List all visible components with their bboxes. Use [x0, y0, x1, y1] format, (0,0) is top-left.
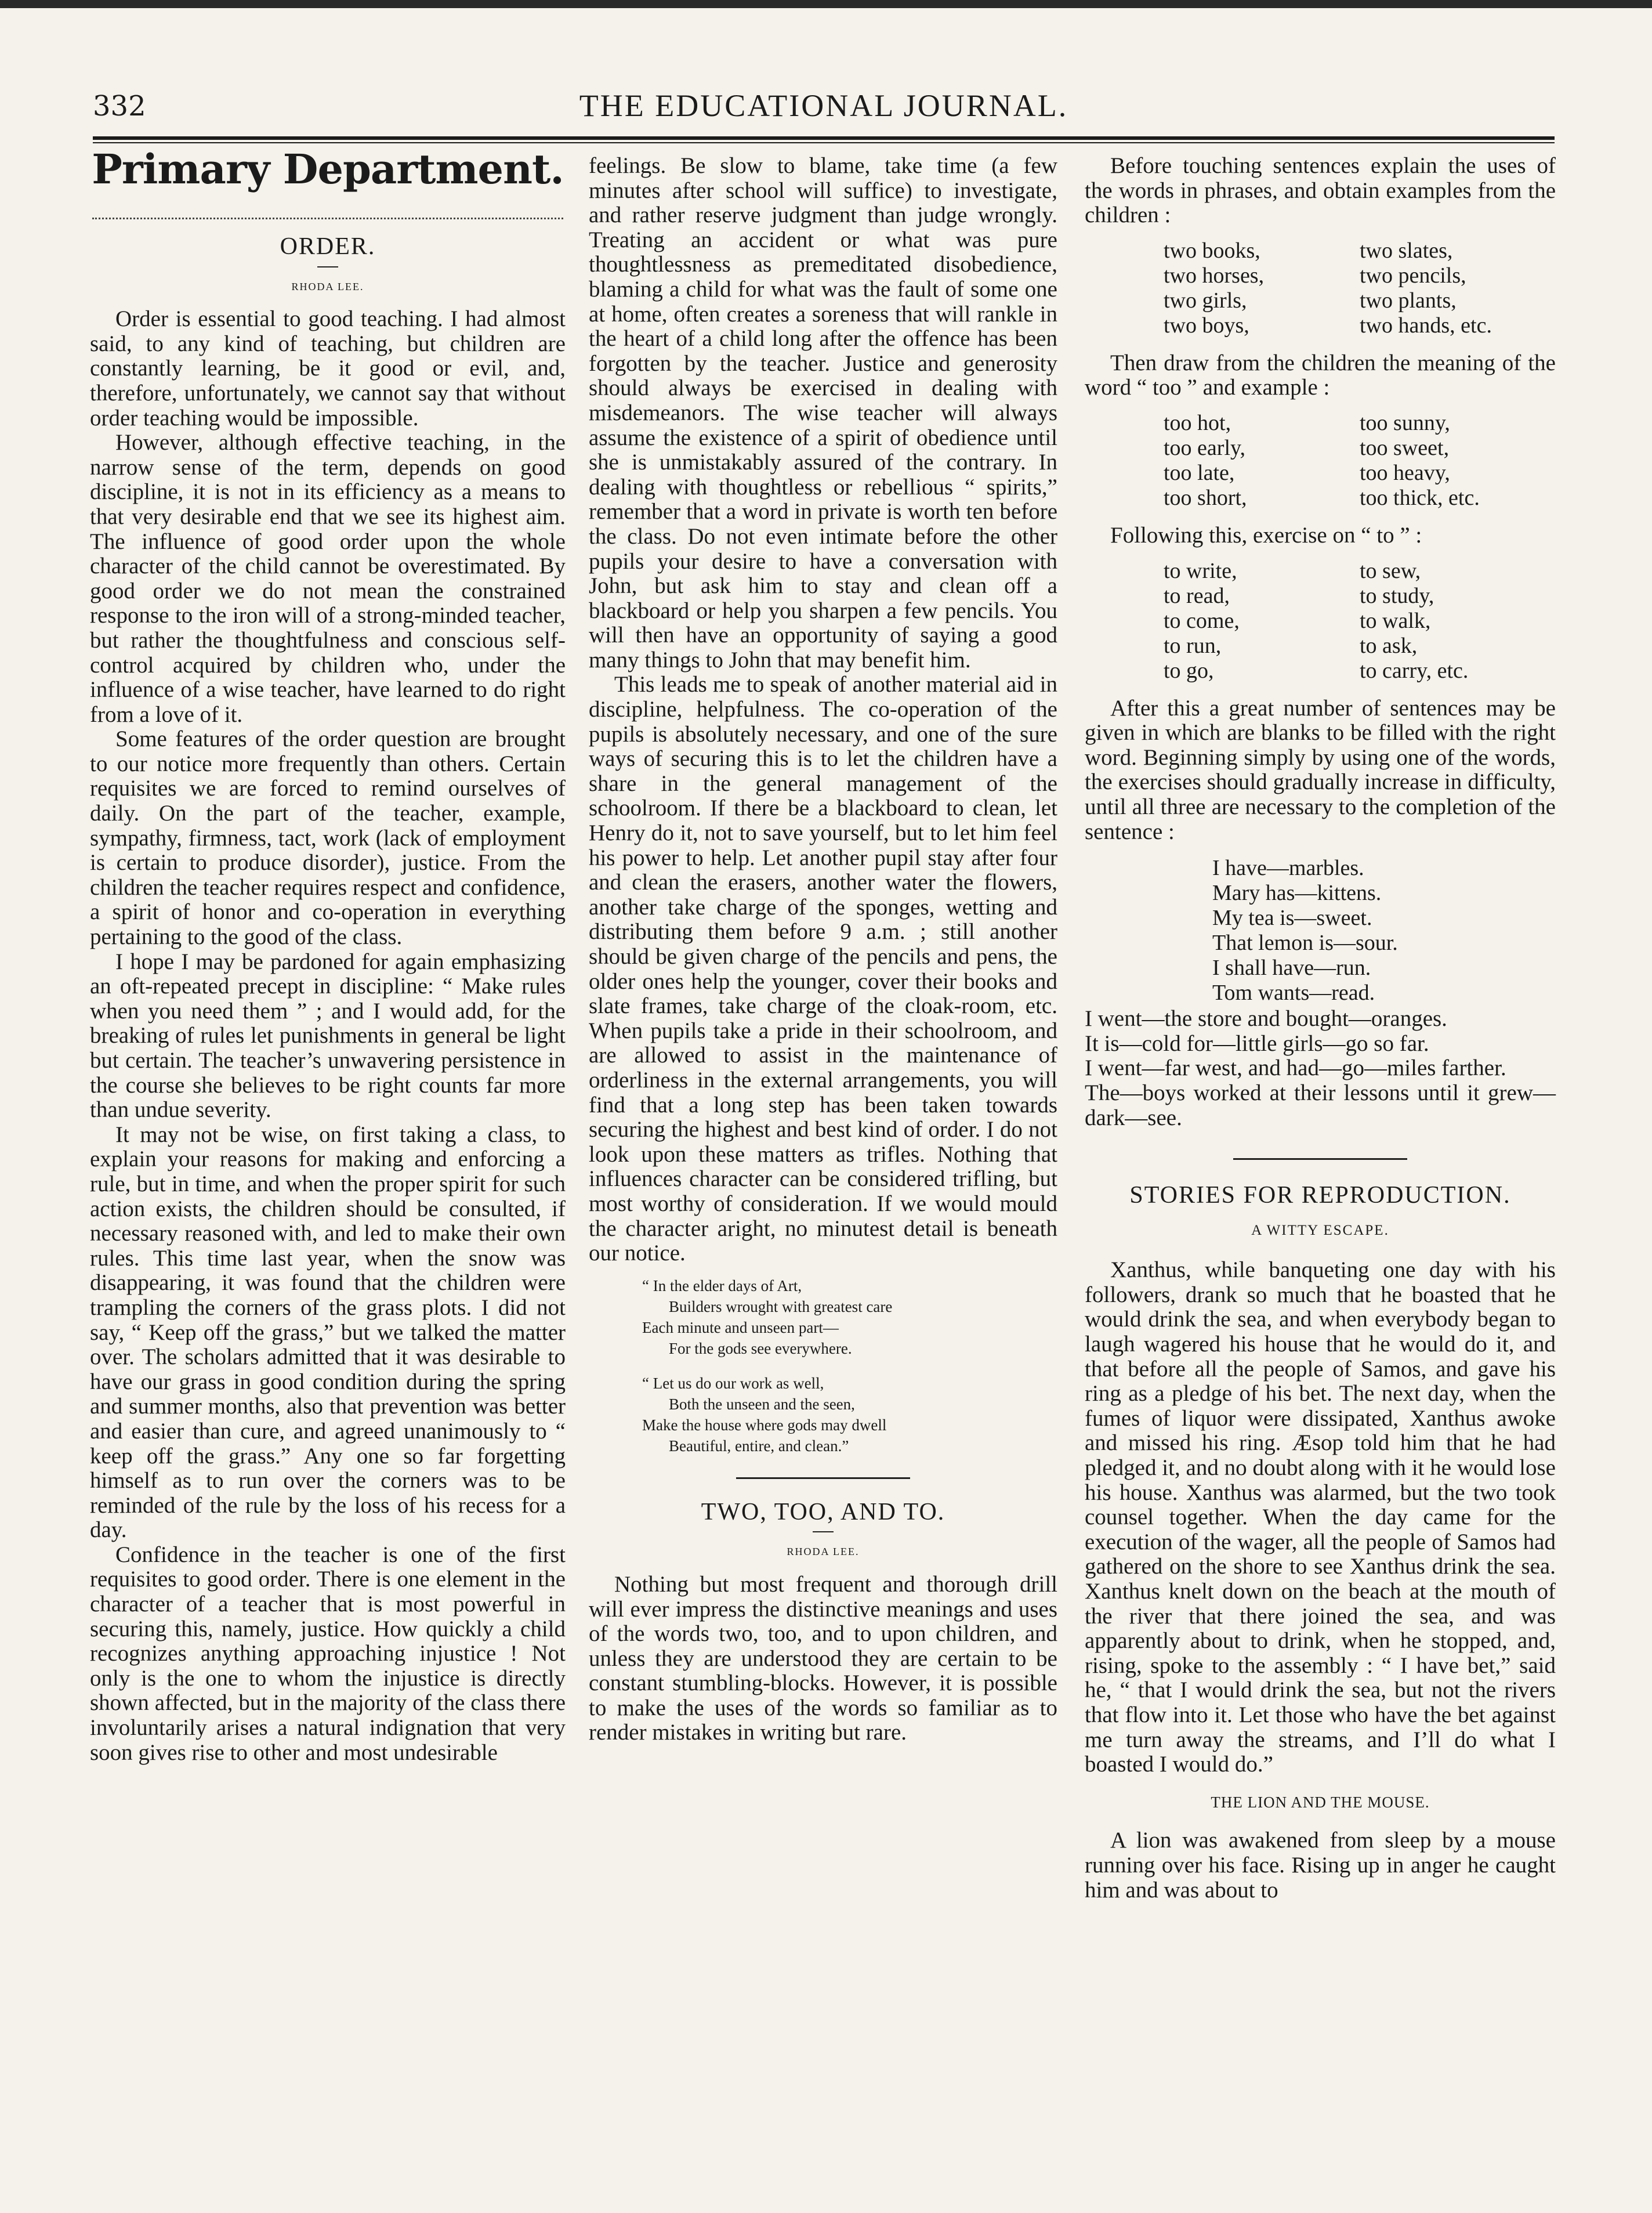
example-word: to carry, etc.: [1360, 658, 1469, 683]
exercise-sentences: [1212, 856, 1556, 1006]
exercise-sentence: My tea is—sweet.: [1212, 906, 1372, 931]
example-word: to ask,: [1360, 633, 1418, 658]
two-examples: [1164, 238, 1556, 338]
example-word: too sunny,: [1360, 410, 1450, 435]
paragraph: I hope I may be pardoned for again emphasizing an oft-repeated precept in discipline: “ Make rules when you need them ” ; and I would add, for the breaking of rules let punishments in general be light but certain. The teacher’s unwavering persistence in the course she believes to be right counts far more than undue severity.: [90, 949, 566, 1123]
section-separator: [1233, 1158, 1407, 1160]
column-2: [589, 154, 1057, 1745]
column-3: [1085, 154, 1556, 1903]
story-title-witty-escape: A WITTY ESCAPE.: [1251, 1222, 1389, 1238]
paragraph: However, although effective teaching, in the narrow sense of the term, depends on good discipline, it is not in its efficiency as a means to that very desirable end that we see its highest aim. The influence of good order upon the whole character of the child cannot be overestimated. By good order we do not mean the constrained response to the iron will of a strong-minded teacher, but rather the thoughtfulness and conscious self-control acquired by children who, under the influence of a wise teacher, have learned to do right from a love of it.: [90, 430, 566, 727]
example-word: too hot,: [1164, 410, 1231, 435]
header-rule: [93, 136, 1555, 140]
paragraph: Order is essential to good teaching. I had almost said, to any kind of teaching, but children are constantly learning, be it good or evil, and, therefore, unfortunately, we cannot say that without order teaching would be impossible.: [90, 306, 566, 431]
example-word: to go,: [1164, 658, 1214, 683]
too-examples: [1164, 411, 1556, 511]
story-title-lion-mouse: THE LION AND THE MOUSE.: [1211, 1793, 1430, 1811]
paragraph: After this a great number of sentences may be given in which are blanks to be filled with the right word. Beginning simply by using one of the words, the exercises should gradually increase in difficulty, until all three are necessary to the completion of the sentence :: [1085, 695, 1556, 844]
title-dash: [317, 266, 338, 267]
poem-line: Each minute and unseen part—: [642, 1318, 839, 1336]
poem-line: “ Let us do our work as well,: [642, 1374, 824, 1392]
example-word: two pencils,: [1360, 263, 1466, 288]
paragraph: Then draw from the children the meaning of the word “ too ” and example :: [1085, 350, 1556, 400]
exercise-sentence: I have—marbles.: [1212, 856, 1364, 881]
section-separator: [736, 1477, 910, 1479]
example-word: two plants,: [1360, 288, 1457, 313]
exercise-sentence: Mary has—kittens.: [1212, 881, 1382, 906]
paragraph: Before touching sentences explain the uses of the words in phrases, and obtain examples from the children :: [1085, 153, 1556, 228]
page-top-edge: [0, 0, 1652, 8]
example-word: to run,: [1164, 633, 1222, 658]
example-word: two horses,: [1164, 263, 1265, 288]
exercise-sentence: I went—far west, and had—go—miles farther.: [1085, 1055, 1506, 1081]
example-word: to walk,: [1360, 608, 1431, 633]
title-dash: [813, 1531, 834, 1532]
example-word: to sew,: [1360, 558, 1421, 583]
exercise-sentence: Tom wants—read.: [1212, 981, 1375, 1006]
exercise-sentence: I went—the store and bought—oranges.: [1085, 1006, 1447, 1032]
poem: [642, 1275, 1057, 1456]
poem-stanza: [642, 1373, 1057, 1456]
example-word: two slates,: [1360, 238, 1453, 263]
page-number: 332: [93, 90, 146, 122]
example-word: too sweet,: [1360, 435, 1450, 460]
header-rule-thin: [93, 142, 1555, 143]
exercise-sentence: It is—cold for—little girls—go so far.: [1085, 1030, 1429, 1056]
order-title: ORDER.: [280, 233, 376, 260]
to-examples: [1164, 559, 1556, 684]
paragraph: feelings. Be slow to blame, take time (a few minutes after school will suffice) to investigate, and rather reserve judgment than judge wrongly. Treating an accident or what was pure thoughtlessness as premeditated disobedience, blaming a child for what was the fault of some one at home, often creates a soreness that will rankle in the heart of a child long after the offence has been forgotten by the teacher. Justice and generosity should always be exercised in dealing with misdemeanors. The wise teacher will always assume the existence of a spirit of obedience until she is unmistakably assured of the contrary. In dealing with thoughtless or rebellious “ spirits,” remember that a word in private is worth ten before the class. Do not even intimate before the other pupils your desire to have a conversation with John, but ask him to stay and clean off a blackboard or help you sharpen a few pencils. You will then have an opportunity of saying a good many things to John that may benefit him.: [589, 153, 1057, 672]
example-word: too early,: [1164, 435, 1246, 460]
stories-title: STORIES FOR REPRODUCTION.: [1129, 1182, 1511, 1209]
exercise-sentence: The—boys worked at their lessons until it grew—dark—see.: [1085, 1080, 1556, 1130]
two-too-to-title: TWO, TOO, AND TO.: [701, 1498, 945, 1525]
paragraph: This leads me to speak of another material aid in discipline, helpfulness. The co-operation of the pupils is absolutely necessary, and one of the sure ways of securing this is to let the children have a share in the general management of the schoolroom. If there be a blackboard to clean, let Henry do it, not to save yourself, but to let him feel his power to help. Let another pupil stay after four and clean the erasers, another water the flowers, another take charge of the sponges, wetting and distributing them before 9 a.m. ; still another should be given charge of the pencils and pens, the older ones help the younger, cover their books and slate frames, take charge of the cloak-room, etc. When pupils take a pride in their schoolroom, and are allowed to assist in the maintenance of orderliness in the external arrangements, you will find that a long step has been taken towards securing the highest and best kind of order. I do not look upon these matters as trifles. Nothing that influences character can be considered trifling, but most worthy of consideration. If we would mould the character aright, no minutest detail is beneath our notice.: [589, 672, 1057, 1266]
example-word: to come,: [1164, 608, 1240, 633]
example-word: to study,: [1360, 583, 1434, 608]
poem-line: “ In the elder days of Art,: [642, 1277, 802, 1294]
two-too-to-author: RHODA LEE.: [787, 1546, 860, 1558]
example-word: to read,: [1164, 583, 1230, 608]
example-word: two girls,: [1164, 288, 1247, 313]
example-word: two books,: [1164, 238, 1260, 263]
example-word: two boys,: [1164, 313, 1249, 338]
section-title: Primary Department.: [92, 145, 564, 193]
paragraph: Some features of the order question are brought to our notice more frequently than others. Certain requisites we are forced to remind ourselves of daily. On the part of the teacher, example, sympathy, firmness, tact, work (lack of employment is certain to produce disorder), justice. From the children the teacher requires respect and confidence, a spirit of honor and co-operation in everything pertaining to the good of the class.: [90, 726, 566, 950]
paragraph: Confidence in the teacher is one of the first requisites to good order. There is one element in the character of a teacher that is most powerful in securing this, namely, justice. How quickly a child recognizes anything approaching injustice ! Not only is the one to whom the injustice is directly shown affected, but in the majority of the class there involuntarily arises a natural indignation that very soon gives rise to other and most undesirable: [90, 1542, 566, 1765]
column-1: [90, 145, 566, 1765]
paragraph: A lion was awakened from sleep by a mouse running over his face. Rising up in anger he caught him and was about to: [1085, 1828, 1556, 1903]
exercise-sentence: I shall have—run.: [1212, 956, 1371, 981]
example-word: too heavy,: [1360, 460, 1450, 485]
order-author: RHODA LEE.: [291, 280, 364, 292]
paragraph: Xanthus, while banqueting one day with his followers, drank so much that he boasted that he would drink the sea, and when everybody began to laugh wagered his house that he would do it, and that before all the people of Samos, and gave his ring as a pledge of his bet. The next day, when the fumes of liquor were dissipated, Xanthus awoke and missed his ring. Æsop told him that he had pledged it, and no doubt along with it he would lose his house. Xanthus was alarmed, but the two took counsel together. When the day came for the execution of the wager, all the people of Samos had gathered on the shore to see Xanthus drink the sea. Xanthus knelt down on the beach at the mouth of the river that there joined the sea, and was apparently about to drink, when he stopped, and, rising, spoke to the assembly : “ I have bet,” said he, “ that I would drink the sea, but not the rivers that flow into it. Let those who have the bet against me turn away the streams, and I’ll do what I boasted I would do.”: [1085, 1257, 1556, 1777]
exercise-sentence: That lemon is—sour.: [1212, 931, 1398, 956]
poem-line: For the gods see everywhere.: [669, 1339, 852, 1357]
example-word: to write,: [1164, 558, 1237, 583]
journal-title: THE EDUCATIONAL JOURNAL.: [579, 88, 1068, 123]
dotted-rule: [92, 218, 563, 219]
paragraph: It may not be wise, on first taking a class, to explain your reasons for making and enforcing a rule, but in time, and when the proper spirit for such action exists, the children should be consulted, if necessary reasoned with, and led to make their own rules. This time last year, when the snow was disappearing, it was found that the children were trampling the corners of the grass plots. I did not say, “ Keep off the grass,” but we talked the matter over. The scholars admitted that it was desirable to have our grass in good condition during the spring and summer months, also that prevention was better and easier than cure, and agreed unanimously to “ keep off the grass.” Any one so far forgetting himself as to run over the corners was to be reminded of the rule by the loss of his recess for a day.: [90, 1122, 566, 1543]
example-word: too late,: [1164, 460, 1235, 485]
poem-line: Make the house where gods may dwell: [642, 1416, 887, 1434]
poem-line: Both the unseen and the seen,: [669, 1395, 855, 1413]
poem-line: Beautiful, entire, and clean.”: [669, 1437, 849, 1455]
example-word: too thick, etc.: [1360, 485, 1480, 510]
example-word: too short,: [1164, 485, 1247, 510]
paragraph: Nothing but most frequent and thorough drill will ever impress the distinctive meanings and uses of the words two, too, and to upon children, and unless they are understood they are certain to be constant stumbling-blocks. However, it is possible to make the uses of the words so familiar as to render mistakes in writing but rare.: [589, 1571, 1057, 1745]
poem-line: Builders wrought with greatest care: [669, 1297, 893, 1315]
example-word: two hands, etc.: [1360, 313, 1492, 338]
paragraph: Following this, exercise on “ to ” :: [1110, 522, 1422, 548]
poem-stanza: [642, 1275, 1057, 1359]
page-header: [93, 73, 1555, 136]
